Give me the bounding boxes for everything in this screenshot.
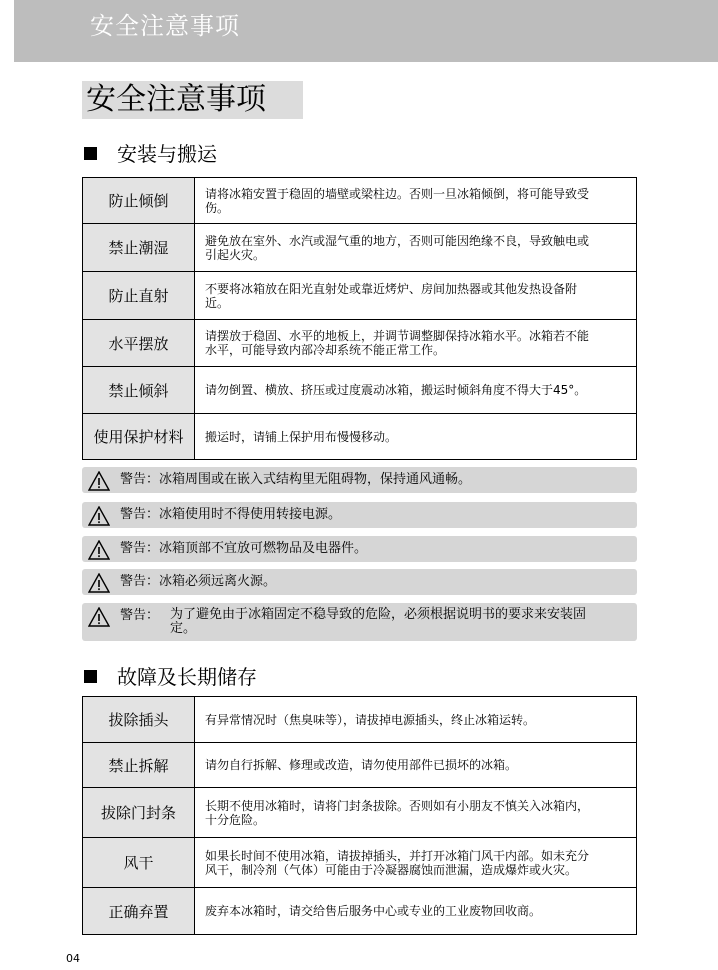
warning-text: 警告：冰箱周围或在嵌入式结构里无阻碍物，保持通风通畅。 xyxy=(120,472,472,487)
row-label: 拔除插头 xyxy=(83,697,195,743)
warning-banner xyxy=(82,536,637,562)
table-row xyxy=(83,838,637,888)
table-row xyxy=(83,414,637,460)
section-title: 故障及长期储存 xyxy=(117,665,257,689)
table-row xyxy=(83,224,637,272)
warning-triangle-icon xyxy=(88,471,110,491)
warning-triangle-icon xyxy=(88,540,110,560)
row-description: 请将冰箱安置于稳固的墙壁或梁柱边。否则一旦冰箱倾倒，将可能导致受伤。 xyxy=(195,178,637,224)
table-row xyxy=(83,272,637,320)
page-number: 04 xyxy=(66,952,80,965)
warning-text: 为了避免由于冰箱固定不稳导致的危险，必须根据说明书的要求来安装固定。 xyxy=(170,607,587,636)
warning-prefix: 警告： xyxy=(120,608,160,623)
header-title: 安全注意事项 xyxy=(90,12,240,40)
table-row xyxy=(83,888,637,935)
table-row xyxy=(83,788,637,838)
install-table xyxy=(82,177,637,460)
row-label: 防止直射 xyxy=(83,272,195,320)
warning-triangle-icon xyxy=(88,573,110,593)
table-row xyxy=(83,367,637,414)
warning-triangle-icon xyxy=(88,607,110,627)
row-description: 搬运时，请铺上保护用布慢慢移动。 xyxy=(195,414,637,460)
header-band xyxy=(14,0,718,62)
warning-text: 警告：冰箱必须远离火源。 xyxy=(120,574,277,589)
warning-banner xyxy=(82,467,637,493)
row-description: 请勿倒置、横放、挤压或过度震动冰箱，搬运时倾斜角度不得大于45°。 xyxy=(195,367,637,414)
section-heading-storage xyxy=(84,664,257,690)
row-description: 长期不使用冰箱时，请将门封条拔除。否则如有小朋友不慎关入冰箱内，十分危险。 xyxy=(195,788,637,838)
table-row xyxy=(83,743,637,788)
warning-text: 警告：冰箱顶部不宜放可燃物品及电器件。 xyxy=(120,541,368,556)
row-description: 废弃本冰箱时，请交给售后服务中心或专业的工业废物回收商。 xyxy=(195,888,637,935)
warning-banner xyxy=(82,603,637,641)
row-label: 风干 xyxy=(83,838,195,888)
page-title: 安全注意事项 xyxy=(86,82,266,117)
storage-table xyxy=(82,696,637,935)
row-label: 防止倾倒 xyxy=(83,178,195,224)
page-title-box xyxy=(82,81,303,119)
warning-triangle-icon xyxy=(88,506,110,526)
table-row xyxy=(83,320,637,367)
row-description: 避免放在室外、水汽或湿气重的地方，否则可能因绝缘不良，导致触电或引起火灾。 xyxy=(195,224,637,272)
row-label: 正确弃置 xyxy=(83,888,195,935)
row-label: 禁止潮湿 xyxy=(83,224,195,272)
warning-banner xyxy=(82,569,637,595)
row-description: 不要将冰箱放在阳光直射处或靠近烤炉、房间加热器或其他发热设备附近。 xyxy=(195,272,637,320)
warning-banner xyxy=(82,502,637,528)
square-bullet-icon xyxy=(84,147,97,160)
row-label: 拔除门封条 xyxy=(83,788,195,838)
row-description: 请摆放于稳固、水平的地板上，并调节调整脚保持冰箱水平。冰箱若不能水平，可能导致内部冷却系统不能正常工作。 xyxy=(195,320,637,367)
row-description: 请勿自行拆解、修理或改造，请勿使用部件已损坏的冰箱。 xyxy=(195,743,637,788)
row-label: 禁止拆解 xyxy=(83,743,195,788)
row-description: 有异常情况时（焦臭味等），请拔掉电源插头，终止冰箱运转。 xyxy=(195,697,637,743)
row-label: 使用保护材料 xyxy=(83,414,195,460)
section-title: 安装与搬运 xyxy=(117,142,217,166)
table-row xyxy=(83,697,637,743)
row-label: 水平摆放 xyxy=(83,320,195,367)
row-label: 禁止倾斜 xyxy=(83,367,195,414)
warning-text: 警告：冰箱使用时不得使用转接电源。 xyxy=(120,507,342,522)
row-description: 如果长时间不使用冰箱，请拔掉插头，并打开冰箱门风干内部。如未充分风干，制冷剂（气体）可能由于冷凝器腐蚀而泄漏，造成爆炸或火灾。 xyxy=(195,838,637,888)
square-bullet-icon xyxy=(84,670,97,683)
table-row xyxy=(83,178,637,224)
section-heading-install xyxy=(84,141,217,167)
